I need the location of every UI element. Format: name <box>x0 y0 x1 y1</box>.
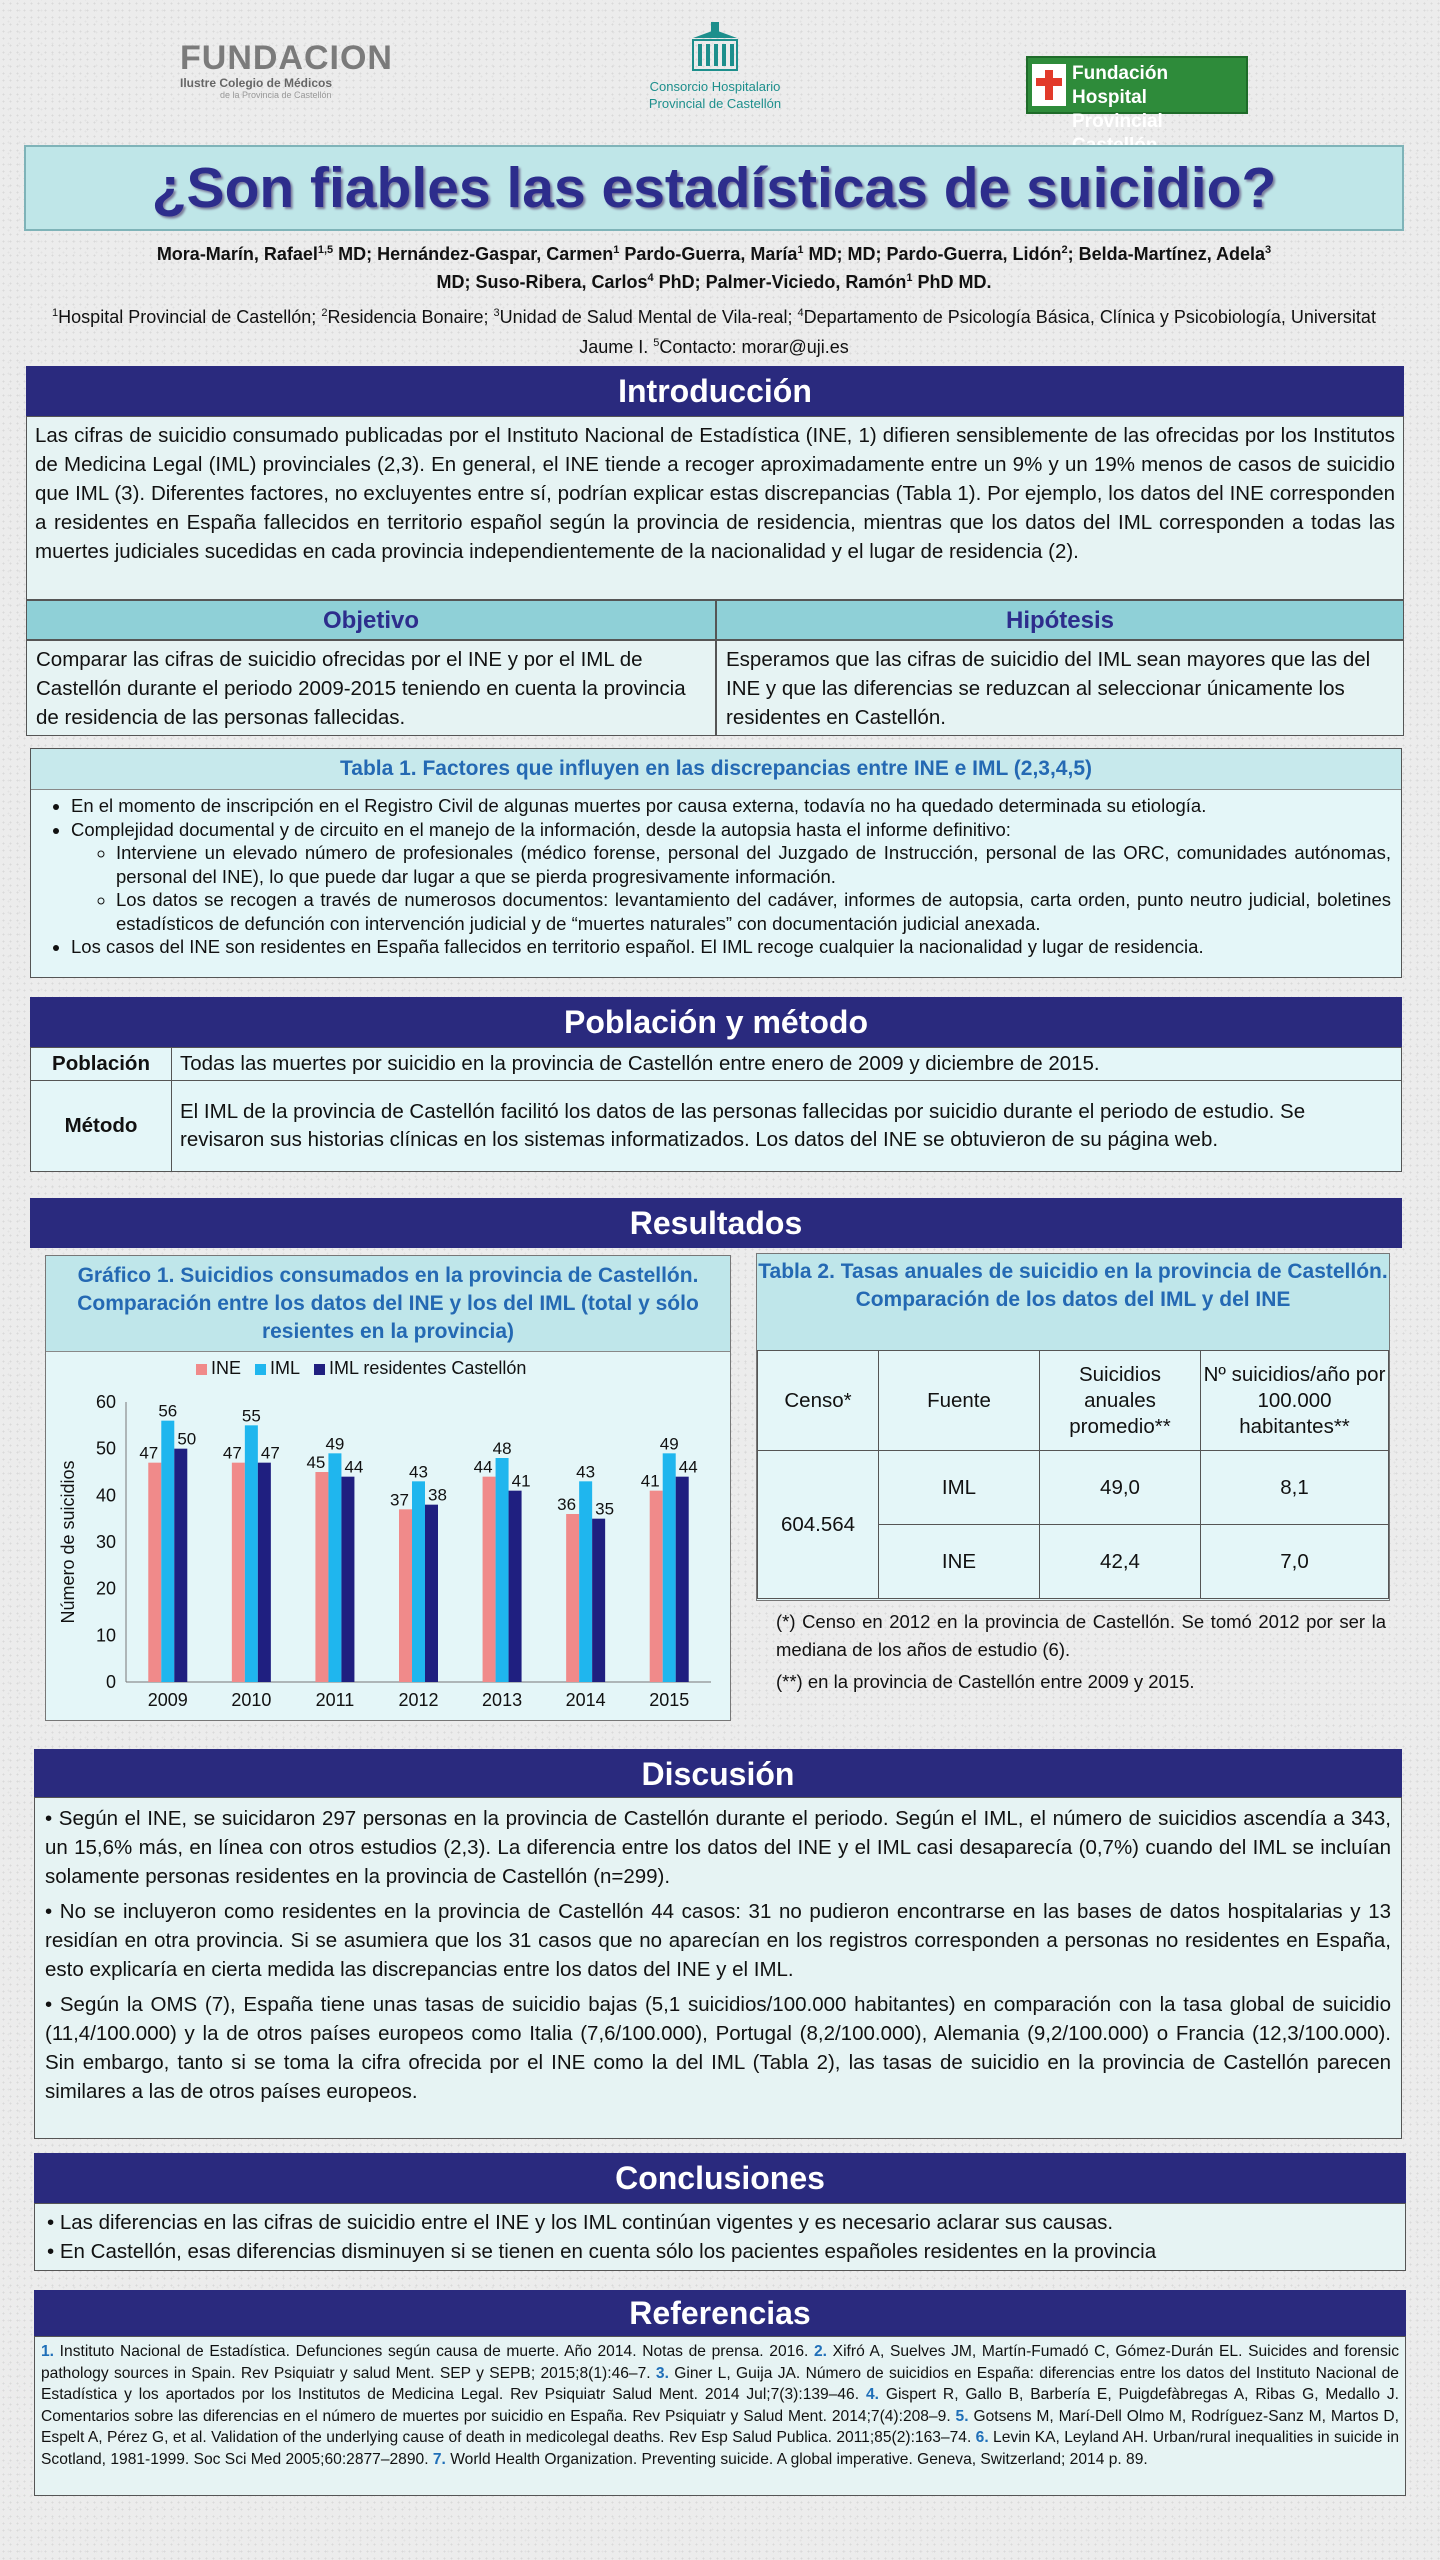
bar-data-label: 56 <box>158 1401 178 1421</box>
bar-ine <box>483 1477 496 1682</box>
bar-ine <box>399 1509 412 1682</box>
legend-label: INE <box>211 1358 242 1378</box>
hospital-logo-line2: Provincial <box>1072 111 1163 132</box>
tabla2-col-tasa: Nº suicidios/año por 100.000 habitantes** <box>1201 1351 1389 1451</box>
tabla1-subitem: ◦ Interviene un elevado número de profesionales (médico forense, personal del Juzgado de Instrucción, personal de las ORC, comunidades autónomas, personal del INE), lo que puede dar lugar a que se pierda progresivamente información. <box>116 841 1391 888</box>
legend-swatch <box>255 1364 266 1375</box>
reference-item: Giner L, Guija JA. Número de suicidios en España: diferencias entre los datos del Instituto Nacional de Estadística y los aportados por los Institutos de Medicina Legal. Rev Psiquiatr Salud Ment. 2014 Jul;7(3):139–46. <box>41 2364 1399 2403</box>
x-tick-label: 2009 <box>147 1690 188 1710</box>
tabla2-panel <box>756 1253 1390 1601</box>
y-tick-label: 60 <box>95 1392 116 1412</box>
bar-data-label: 41 <box>640 1471 660 1491</box>
x-tick-label: 2010 <box>231 1690 272 1710</box>
poblacion-metodo-table <box>30 1047 1402 1172</box>
legend-label: IML <box>270 1358 301 1378</box>
hospital-building-icon <box>687 22 743 72</box>
bar-data-label: 41 <box>511 1471 531 1491</box>
tabla2-note2: (**) en la provincia de Castellón entre 2009 y 2015. <box>776 1671 1195 1692</box>
introduccion-heading: Introducción <box>26 366 1404 416</box>
tabla2-tasa: 7,0 <box>1201 1525 1389 1599</box>
bar-iml-residentes-castellón <box>258 1463 271 1682</box>
legend-swatch <box>314 1364 325 1375</box>
bar-data-label: 49 <box>325 1434 345 1454</box>
tabla2-tasa: 8,1 <box>1201 1451 1389 1525</box>
tabla1-item: • En el momento de inscripción en el Registro Civil de algunas muertes por causa externa, todavía no ha quedado determinada su etiología. <box>71 794 1391 818</box>
fundacion-logo-wordmark: FUNDACION <box>180 39 393 77</box>
conclusiones-text <box>34 2203 1406 2271</box>
resultados-heading: Resultados <box>30 1198 1402 1248</box>
bar-data-label: 47 <box>139 1443 159 1463</box>
x-tick-label: 2012 <box>398 1690 439 1710</box>
reference-item: Gotsens M, Marí-Dell Olmo M, Rodríguez-Sanz M, Martos D, Espelt A, Pérez G, et al. Validation of the underlying cause of death in medicolegal deaths. Rev Esp Salud Publica. 2011;85(2):163–74. <box>41 2407 1399 2446</box>
reference-item: Instituto Nacional de Estadística. Defunciones según causa de muerte. Año 2014. Notas de prensa. 2016. <box>54 2343 814 2360</box>
reference-item: Levin KA, Leyland AH. Urban/rural inequalities in suicide in Scotland, 1981-1999. Soc Sci Med 2005;60:2877–2890. <box>41 2429 1400 2468</box>
tabla2-fuente: IML <box>879 1451 1040 1525</box>
tabla1-list <box>31 794 1401 959</box>
authors: Mora-Marín, Rafael$^{1,5}$ MD; Hernández-Gaspar, Carmen$^1$ Pardo-Guerra, María$^1$ MD; MD; Pardo-Guerra, Lidón$^2$; Belda-Martínez, Adela$^3$ MD; Suso-Ribera, Carlos$^4$ PhD; Palmer-Viciedo, Ramón$^1$ PhD MD. <box>156 244 1272 292</box>
bar-iml <box>245 1425 258 1682</box>
referencias-heading: Referencias <box>34 2290 1406 2336</box>
tabla1-item: • Los casos del INE son residentes en España fallecidos en territorio español. El IML recoge cualquier la nacionalidad y lugar de residencia. <box>71 935 1391 959</box>
reference-item: Xifró A, Suelves JM, Martín-Fumadó C, Gómez-Durán EL. Suicides and forensic pathology sources in Spain. Rev Psiquiatr y salud Ment. SEP y SEPB; 2015;8(1):46–7. <box>41 2343 1399 2382</box>
tabla2-note1: (*) Censo en 2012 en la provincia de Castellón. Se tomó 2012 por ser la mediana de los años de estudio (6). <box>776 1611 1386 1660</box>
affiliations: $^1$Hospital Provincial de Castellón; $^2$Residencia Bonaire; $^3$Unidad de Salud Mental de Vila-real; $^4$Departamento de Psicología Básica, Clínica y Psicobiología, Universitat Jaume I. $^5$Contacto: morar@uji.es <box>52 307 1376 357</box>
bar-iml <box>412 1481 425 1682</box>
fundacion-hospital-provincial-logo <box>1026 56 1248 132</box>
referencias-text: 1. Instituto Nacional de Estadística. Defunciones según causa de muerte. Año 2014. Notas de prensa. 2016. 2. Xifró A, Suelves JM, Martín-Fumadó C, Gómez-Durán EL. Suicides and forensic pathology sources in Spain. Rev Psiquiatr y salud Ment. SEP y SEPB; 2015;8(1):46–7. 3. Giner L, Guija JA. Número de suicidios en España: diferencias entre los datos del Instituto Nacional de Estadística y los aportados por los Institutos de Medicina Legal. Rev Psiquiatr Salud Ment. 2014 Jul;7(3):139–46. 4. Gispert R, Gallo B, Barbería E, Puigdefàbregas A, Ribas G, Medallo J. Comentarios sobre las diferencias en el número de muertes por suicidio en España. Rev Psiquiatr y Salud Ment. 2014;7(4):208–9. 5. Gotsens M, Marí-Dell Olmo M, Rodríguez-Sanz M, Martos D, Espelt A, Pérez G, et al. Validation of the underlying cause of death in medicolegal deaths. Rev Esp Salud Publica. 2011;85(2):163–74. 6. Levin KA, Leyland AH. Urban/rural inequalities in suicide in Scotland, 1981-1999. Soc Sci Med 2005;60:2877–2890. 7. World Health Organization. Preventing suicide. A global imperative. Geneva, Switzerland; 2014 p. 89. <box>34 2336 1406 2496</box>
tabla2-col-censo: Censo* <box>758 1351 879 1451</box>
bar-data-label: 37 <box>390 1490 409 1510</box>
objetivo-heading: Objetivo <box>26 600 716 640</box>
bar-iml <box>496 1458 509 1682</box>
x-tick-label: 2015 <box>649 1690 690 1710</box>
bar-iml-residentes-castellón <box>341 1477 354 1682</box>
discusion-paragraph: • Según el INE, se suicidaron 297 personas en la provincia de Castellón durante el periodo. Según el IML, el número de suicidios ascendía a 343, un 15,6% más, en línea con otros estudios (2,3). La diferencia entre los datos del INE y el IML casi desaparecía (0,7%) cuando del IML se incluían solamente personas residentes en la provincia de Castellón (n=299). <box>45 1807 1391 1888</box>
bar-data-label: 49 <box>659 1434 679 1454</box>
bar-iml <box>161 1421 174 1682</box>
grafico1-heading: Gráfico 1. Suicidios consumados en la provincia de Castellón. Comparación entre los datos del INE y los del IML (total y sólo resientes en la provincia) <box>46 1256 730 1352</box>
tabla1-item: • Complejidad documental y de circuito en el manejo de la información, desde la autopsia hasta el informe definitivo: ◦ Interviene un elevado número de profesionales (médico forense, personal del Juzgado de Instrucción, personal de las ORC, comunidades autónomas, personal del INE), lo que puede dar lugar a que se pierda progresivamente información. ◦ Los datos se recogen a través de numerosos documentos: levantamiento del cadáver, informes de autopsia, carta orden, punto neutro judicial, boletines estadísticos de defunción con intervención judicial y de “muertes naturales” con documentación judicial anexada. <box>71 818 1391 936</box>
bar-data-label: 47 <box>222 1443 242 1463</box>
grafico1-panel <box>45 1255 731 1721</box>
y-tick-label: 10 <box>95 1625 116 1646</box>
y-tick-label: 50 <box>95 1438 116 1459</box>
bar-ine <box>566 1514 579 1682</box>
bar-data-label: 48 <box>492 1439 512 1458</box>
bar-data-label: 47 <box>260 1443 280 1463</box>
bar-iml-residentes-castellón <box>592 1519 605 1682</box>
y-axis-label: Número de suicidios <box>58 1460 78 1624</box>
discusion-paragraph: • Según la OMS (7), España tiene unas tasas de suicidio bajas (5,1 suicidios/100.000 habitantes) en comparación con la tasa global de suicidio (11,4/100.000) y la de otros países europeos como Italia (7,6/100.000), Portugal (8,2/100.000), Alemania (9,2/100.000) o Francia (12,3/100.000). Sin embargo, tanto si se toma la cifra ofrecida por el INE como la del IML (Tabla 2), las tasas de suicidio en la provincia de Castellón parecen similares a las de otros países europeos. <box>45 1993 1391 2103</box>
fundacion-logo-line2: de la Provincia de Castellón <box>220 90 332 100</box>
bar-ine <box>232 1463 245 1682</box>
x-tick-label: 2013 <box>482 1690 523 1710</box>
tabla2-col-suicidios: Suicidios anuales promedio** <box>1040 1351 1201 1451</box>
y-tick-label: 0 <box>105 1672 116 1692</box>
bar-ine <box>148 1463 161 1682</box>
discusion-heading: Discusión <box>34 1749 1402 1799</box>
tabla1-heading: Tabla 1. Factores que influyen en las discrepancias entre INE e IML (2,3,4,5) <box>31 749 1401 790</box>
conclusiones-heading: Conclusiones <box>34 2153 1406 2203</box>
bar-ine <box>315 1472 328 1682</box>
bar-data-label: 44 <box>344 1457 364 1477</box>
tabla2-table <box>757 1350 1389 1599</box>
bar-iml-residentes-castellón <box>425 1505 438 1682</box>
tabla2-col-fuente: Fuente <box>879 1351 1040 1451</box>
consorcio-logo-line2: Provincial de Castellón <box>648 96 782 111</box>
bar-iml <box>663 1453 676 1682</box>
tabla2-promedio: 42,4 <box>1040 1525 1201 1599</box>
bar-data-label: 45 <box>306 1453 326 1472</box>
bar-iml <box>328 1453 341 1682</box>
tabla2-notes <box>776 1608 1386 1696</box>
tabla2-heading: Tabla 2. Tasas anuales de suicidio en la provincia de Castellón. Comparación de los datos del IML y del INE <box>757 1254 1389 1350</box>
bar-ine <box>650 1491 663 1682</box>
bar-iml <box>579 1481 592 1682</box>
x-tick-label: 2014 <box>565 1690 606 1710</box>
bar-iml-residentes-castellón <box>174 1449 187 1682</box>
metodo-label: Método <box>31 1081 172 1172</box>
grafico1-bar-chart <box>46 1352 729 1718</box>
reference-item: World Health Organization. Preventing suicide. A global imperative. Geneva, Switzerland; 2014 p. 89. <box>445 2450 1148 2468</box>
tabla2-promedio: 49,0 <box>1040 1451 1201 1525</box>
bar-data-label: 44 <box>678 1457 698 1477</box>
poster-title: ¿Son fiables las estadísticas de suicidio? <box>24 145 1404 231</box>
y-tick-label: 30 <box>95 1532 116 1552</box>
legend-label: IML residentes Castellón <box>329 1358 527 1378</box>
tabla1-subitem: ◦ Los datos se recogen a través de numerosos documentos: levantamiento del cadáver, informes de autopsia, carta orden, punto neutro judicial, boletines estadísticos de defunción con intervención judicial y de “muertes naturales” con documentación judicial anexada. <box>116 888 1391 935</box>
metodo-text: El IML de la provincia de Castellón facilitó los datos de las personas fallecidas por suicidio durante el periodo de estudio. Se revisaron sus historias clínicas en los sistemas informatizados. Los datos del INE se obtuvieron de su página web. <box>172 1081 1402 1172</box>
y-tick-label: 20 <box>95 1578 116 1599</box>
poblacion-metodo-heading: Población y método <box>30 997 1402 1047</box>
tabla2-censo-value: 604.564 <box>758 1451 879 1599</box>
consorcio-hospitalario-logo <box>630 22 800 132</box>
introduccion-text: Las cifras de suicidio consumado publicadas por el Instituto Nacional de Estadística (INE, 1) difieren sensiblemente de las ofrecidas por los Institutos de Medicina Legal (IML) provinciales (2,3). En general, el INE tiende a recoger aproximadamente entre un 9% y un 19% menos de casos de suicidio que IML (3). Diferentes factores, no excluyentes entre sí, podrían explicar estas discrepancias (Tabla 1). Por ejemplo, los datos del INE corresponden a residentes en España fallecidos en territorio español según la provincia de residencia, mientras que los datos del IML corresponden a todas las muertes judiciales sucedidas en cada provincia independientemente de la nacionalidad y el lugar de residencia (2). <box>26 416 1404 600</box>
poblacion-text: Todas las muertes por suicidio en la provincia de Castellón entre enero de 2009 y diciembre de 2015. <box>172 1048 1402 1081</box>
discusion-text <box>34 1797 1402 2139</box>
tabla1-factores <box>30 748 1402 978</box>
x-tick-label: 2011 <box>315 1690 355 1710</box>
consorcio-logo-line1: Consorcio Hospitalario <box>649 79 781 94</box>
bar-data-label: 36 <box>557 1495 577 1514</box>
fundacion-logo-line1: Ilustre Colegio de Médicos <box>180 76 333 90</box>
bar-iml-residentes-castellón <box>509 1491 522 1682</box>
hipotesis-text: Esperamos que las cifras de suicidio del IML sean mayores que las del INE y que las diferencias se reduzcan al seleccionar únicamente los residentes en Castellón. <box>716 640 1404 736</box>
tabla2-fuente: INE <box>879 1525 1040 1599</box>
bar-data-label: 35 <box>595 1499 615 1519</box>
reference-item: Gispert R, Gallo B, Barbería E, Puigdefàbregas A, Ribas G, Medallo J. Comentarios sobre las diferencias en el número de muertes por suicidio en España. Rev Psiquiatr y Salud Ment. 2014;7(4):208–9. <box>41 2386 1400 2425</box>
y-tick-label: 40 <box>95 1485 116 1506</box>
poblacion-label: Población <box>31 1048 172 1081</box>
bar-data-label: 44 <box>473 1457 493 1477</box>
fundacion-colegio-medicos-logo <box>180 39 393 120</box>
legend-swatch <box>196 1364 207 1375</box>
conclusion-item: • En Castellón, esas diferencias disminuyen si se tienen en cuenta sólo los pacientes españoles residentes en la provincia <box>47 2240 1157 2263</box>
bar-iml-residentes-castellón <box>676 1477 689 1682</box>
discusion-paragraph: • No se incluyeron como residentes en la provincia de Castellón 44 casos: 31 no pudieron encontrarse en las bases de datos hospitalarias y 13 residían en otra provincia. Si se asumiera que los 31 casos que no aparecían en los registros corresponden a personas no residentes en España, esto explicaría en cierta medida las discrepancias entre los datos del INE y el IML. <box>45 1900 1391 1981</box>
conclusion-item: • Las diferencias en las cifras de suicidio entre el INE y los IML continúan vigentes y es necesario aclarar sus causas. <box>47 2211 1114 2234</box>
bar-data-label: 38 <box>428 1485 447 1505</box>
red-cross-icon <box>1032 64 1066 106</box>
bar-data-label: 43 <box>576 1462 596 1482</box>
bar-data-label: 43 <box>409 1462 428 1482</box>
bar-data-label: 55 <box>241 1406 261 1426</box>
hipotesis-heading: Hipótesis <box>716 600 1404 640</box>
objetivo-text: Comparar las cifras de suicidio ofrecidas por el INE y por el IML de Castellón durante el periodo 2009-2015 teniendo en cuenta la provincia de residencia de las personas fallecidas. <box>26 640 716 736</box>
bar-data-label: 50 <box>177 1429 197 1449</box>
hospital-logo-line1: Fundación Hospital <box>1072 63 1169 108</box>
